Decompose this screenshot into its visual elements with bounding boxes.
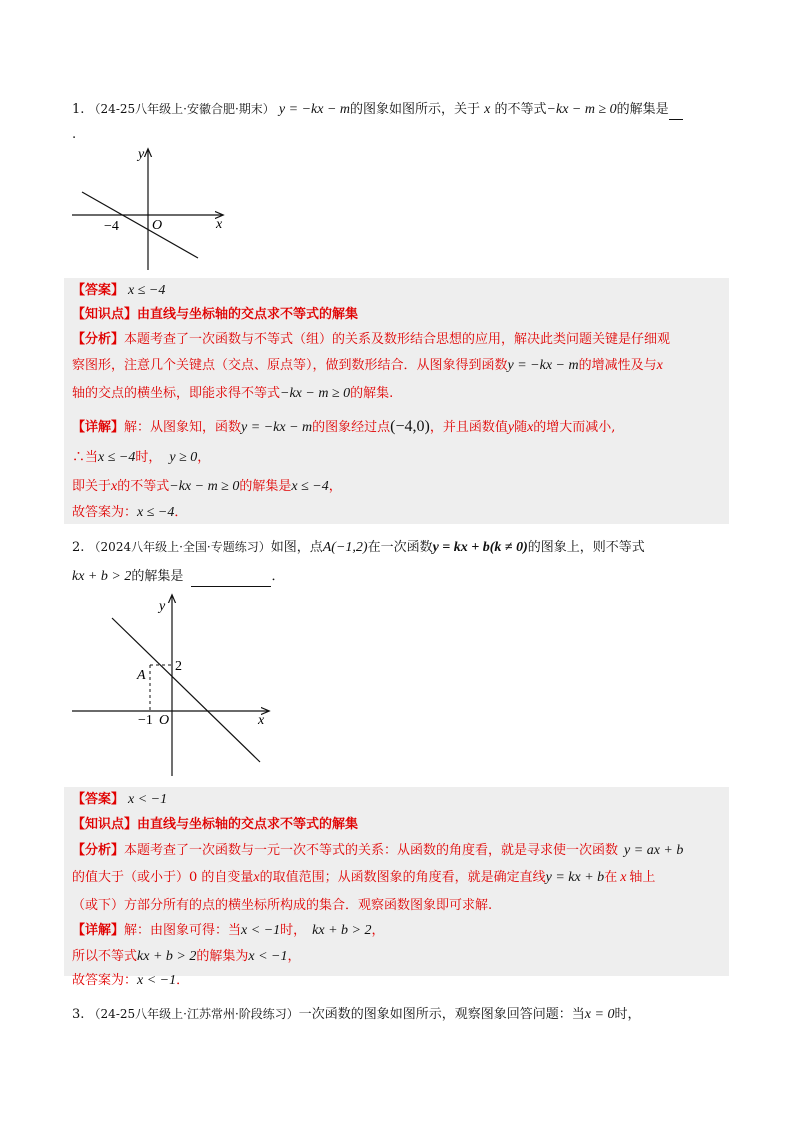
- q2-stem: 2. （2024八年级上·全国·专题练习）如图，点A(−1,2)在一次函数y = kx + b(k ≠ 0)的图象上，则不等式: [72, 540, 645, 555]
- q1-inequality: −kx − m ≥ 0: [546, 102, 617, 117]
- q1-x-label: x: [216, 217, 223, 232]
- q2-analysis-2: 的值大于（或小于）0 的自变量x的取值范围；从函数图象的角度看，就是确定直线y = kx + b在 x 轴上: [72, 870, 656, 885]
- q2-point: A(−1,2): [322, 540, 368, 555]
- q2-y-label: y: [159, 599, 166, 614]
- q2-source: （2024八年级上·全国·专题练习）: [88, 540, 271, 554]
- q1-function-line: [82, 192, 198, 258]
- q1-detail-2: ∴当x ≤ −4时， y ≥ 0，: [72, 450, 211, 465]
- q1-number: 1.: [72, 102, 85, 117]
- q2-graph: [70, 590, 280, 780]
- q1-tick-label: −4: [104, 219, 119, 234]
- q2-inequality: kx + b > 2: [72, 569, 132, 584]
- q1-analysis-2: 察图形，注意几个关键点（交点、原点等），做到数形结合．从图象得到函数y = −kx − m的增减性及与x: [72, 358, 663, 373]
- q2-y-tick-label: 2: [175, 659, 182, 674]
- q1-y-label: y: [138, 147, 145, 162]
- q1-stem-end: .: [72, 127, 77, 142]
- q3-stem: 3. （24-25八年级上·江苏常州·阶段练习）一次函数的图象如图所示，观察图象回答问题：当x = 0时，: [72, 1007, 641, 1022]
- q1-origin-label: O: [152, 218, 163, 233]
- q2-stem-2: kx + b > 2的解集是 ．: [72, 567, 285, 587]
- q1-detail-1: 【详解】解：从图象知，函数y = −kx − m的图象经过点(−4,0)，并且函数值y随x的增大而减小,: [72, 418, 616, 435]
- q2-answer: 【答案】 x < −1: [72, 792, 168, 807]
- q1-function: y = −kx − m: [278, 102, 351, 117]
- q3-condition: x = 0: [584, 1007, 615, 1022]
- q2-x-label: x: [258, 713, 265, 728]
- q1-final: 故答案为：x ≤ −4．: [72, 505, 188, 520]
- q1-analysis-3: 轴的交点的横坐标，即能求得不等式−kx − m ≥ 0的解集.: [72, 386, 394, 401]
- q2-analysis-1: 【分析】本题考查了一次函数与一元一次不等式的关系：从函数的角度看，就是寻求使一次函数 y = ax + b: [72, 843, 684, 858]
- q2-number: 2.: [72, 540, 85, 555]
- q2-function: y = kx + b(k ≠ 0): [432, 540, 528, 555]
- q3-number: 3.: [72, 1007, 85, 1022]
- q1-stem: 1. （24-25八年级上·安徽合肥·期末） y = −kx − m的图象如图所示，关于 x 的不等式−kx − m ≥ 0的解集是: [72, 99, 683, 120]
- q1-answer-value: x ≤ −4: [128, 283, 166, 298]
- q1-graph: [70, 140, 240, 275]
- q1-source: （24-25八年级上·安徽合肥·期末）: [88, 102, 275, 116]
- q1-answer: 【答案】 x ≤ −4: [72, 283, 166, 298]
- q1-analysis-1: 【分析】本题考查了一次函数与不等式（组）的关系及数形结合思想的应用，解决此类问题关键是仔细观: [72, 332, 671, 347]
- q2-detail-1: 【详解】解：由图象可得：当x < −1时， kx + b > 2，: [72, 923, 385, 938]
- q2-point-label: A: [137, 668, 146, 683]
- q2-analysis-3: （或下）方部分所有的点的横坐标所构成的集合．观察函数图象即可求解.: [72, 898, 493, 913]
- q2-origin-label: O: [159, 713, 170, 728]
- q2-tick-label: −1: [138, 713, 153, 728]
- q2-function-line: [112, 618, 260, 762]
- q2-detail-2: 所以不等式kx + b > 2的解集为x < −1，: [72, 949, 301, 964]
- q3-source: （24-25八年级上·江苏常州·阶段练习）: [88, 1007, 299, 1021]
- q2-answer-value: x < −1: [128, 792, 168, 807]
- q2-answer-blank: [191, 572, 271, 587]
- q2-final: 故答案为：x < −1．: [72, 973, 190, 988]
- q2-knowledge: 【知识点】由直线与坐标轴的交点求不等式的解集: [72, 817, 359, 832]
- q1-detail-3: 即关于x的不等式−kx − m ≥ 0的解集是x ≤ −4，: [72, 479, 342, 494]
- q1-knowledge: 【知识点】由直线与坐标轴的交点求不等式的解集: [72, 307, 359, 322]
- q1-answer-blank: [669, 105, 683, 120]
